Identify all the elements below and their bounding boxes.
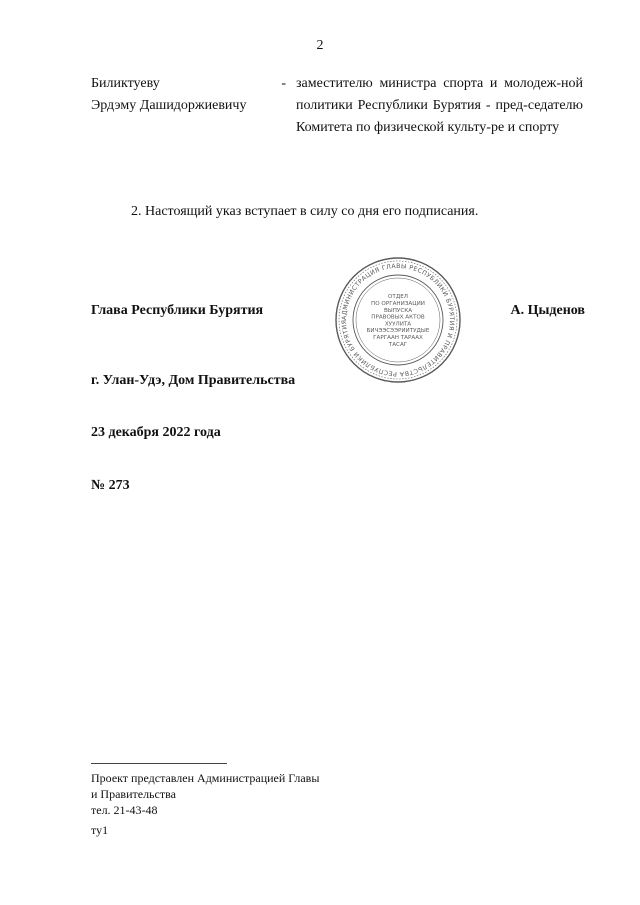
seal-center-line: ПРАВОВЫХ АКТОВ — [371, 314, 425, 321]
appointee-name — [91, 73, 276, 117]
seal-center-line: ГАРГААН ТАРААХ — [373, 335, 423, 341]
official-seal — [333, 255, 463, 385]
seal-center-line: БИЧЭЭСЭЭРИИТУДЫЕ — [366, 328, 430, 335]
signatory-name: А. Цыденов — [510, 303, 585, 318]
decree-number: № 273 — [91, 478, 130, 493]
footnote-line: Проект представлен Администрацией Главы — [91, 771, 320, 785]
page-number: 2 — [316, 38, 324, 53]
footnote-phone: тел. 21-43-48 — [91, 803, 158, 817]
footnote — [91, 770, 319, 818]
signing-date: 23 декабря 2022 года — [91, 425, 221, 440]
appointee-surname: Биликтуеву — [91, 76, 160, 91]
seal-center-line: ХУУЛИТА — [384, 321, 412, 328]
appointee-given-names: Эрдэму Дашидоржиевичу — [91, 98, 247, 113]
seal-center-line: ПО ОРГАНИЗАЦИИ — [371, 301, 425, 307]
footnote-line: и Правительства — [91, 787, 176, 801]
seal-center-line: ТАСАГ — [388, 341, 408, 348]
seal-center-line: ВЫПУСКА — [383, 307, 413, 314]
seal-ring-text: АДМИНИСТРАЦИЯ ГЛАВЫ РЕСПУБЛИКИ БУРЯТИЯ И ПРАВИТЕЛЬСТВА РЕСПУБЛИКИ БУРЯТИЯ — [340, 262, 456, 378]
seal-center-line: ОТДЕЛ — [388, 294, 408, 301]
footnote-divider — [91, 763, 227, 764]
document-code: ту1 — [91, 823, 109, 837]
signatory-position: Глава Республики Бурятия — [91, 303, 264, 318]
decree-clause-2: 2. Настоящий указ вступает в силу со дня его подписания. — [131, 204, 479, 219]
appointment-dash: - — [281, 76, 286, 91]
appointee-position: заместителю министра спорта и молодеж-ной политики Республики Бурятия - пред-седателю Комитета по физической культу-ре и спорту — [296, 76, 583, 135]
signing-place: г. Улан-Удэ, Дом Правительства — [91, 373, 296, 388]
